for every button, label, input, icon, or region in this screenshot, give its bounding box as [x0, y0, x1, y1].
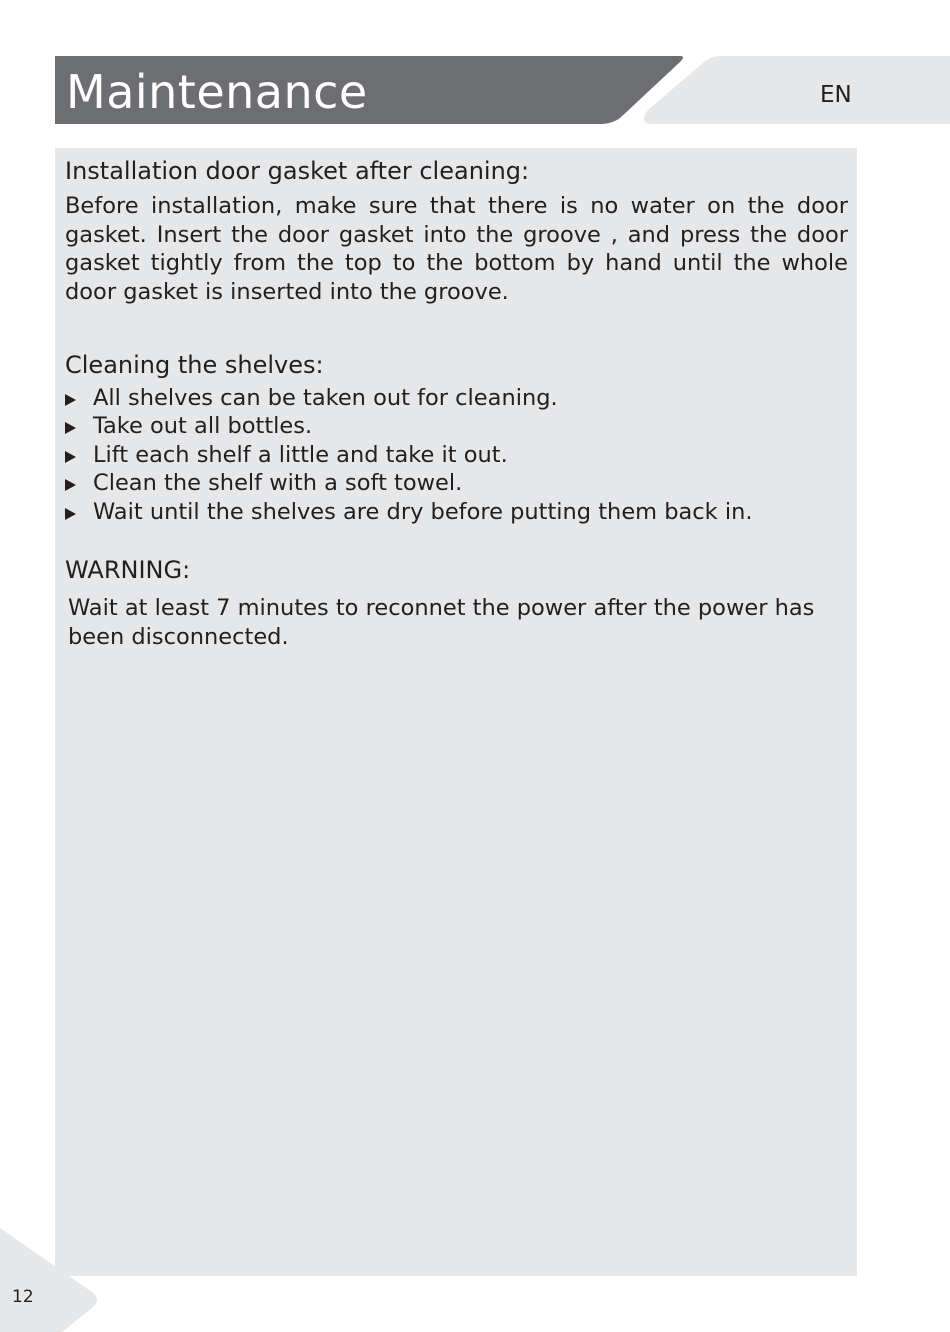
page-corner-tab — [0, 1228, 110, 1332]
page-title: Maintenance — [66, 65, 368, 119]
gasket-heading: Installation door gasket after cleaning: — [65, 157, 530, 185]
list-item — [65, 412, 845, 440]
page-number: 12 — [12, 1287, 34, 1307]
triangle-right-icon — [65, 479, 76, 491]
warning-paragraph: Wait at least 7 minutes to reconnet the power after the power has been disconnected. — [68, 595, 815, 650]
triangle-right-icon — [65, 422, 76, 434]
header-tab-shape — [644, 56, 950, 124]
list-item — [65, 498, 845, 526]
page-corner-shape — [0, 1228, 97, 1332]
list-item-text: Lift each shelf a little and take it out. — [93, 441, 508, 468]
shelves-heading: Cleaning the shelves: — [65, 351, 324, 379]
triangle-right-icon — [65, 508, 76, 520]
list-item — [65, 441, 845, 469]
warning-heading: WARNING: — [65, 556, 191, 584]
gasket-paragraph: Before installation, make sure that there is no water on the door gasket. Insert the door gasket into the groove , and press the door gasket tightly from the top to the bottom by hand until the whole door gasket is inserted into the groove. — [65, 193, 848, 305]
list-item — [65, 469, 845, 497]
content-panel — [55, 148, 857, 1276]
language-code: EN — [820, 82, 852, 108]
list-item — [65, 384, 845, 412]
shelves-list — [65, 384, 845, 526]
triangle-right-icon — [65, 451, 76, 463]
list-item-text: Clean the shelf with a soft towel. — [93, 470, 463, 497]
list-item-text: All shelves can be taken out for cleaning. — [93, 385, 558, 411]
list-item-text: Take out all bottles. — [93, 413, 313, 440]
triangle-right-icon — [65, 394, 76, 406]
list-item-text: Wait until the shelves are dry before putting them back in. — [93, 498, 753, 525]
